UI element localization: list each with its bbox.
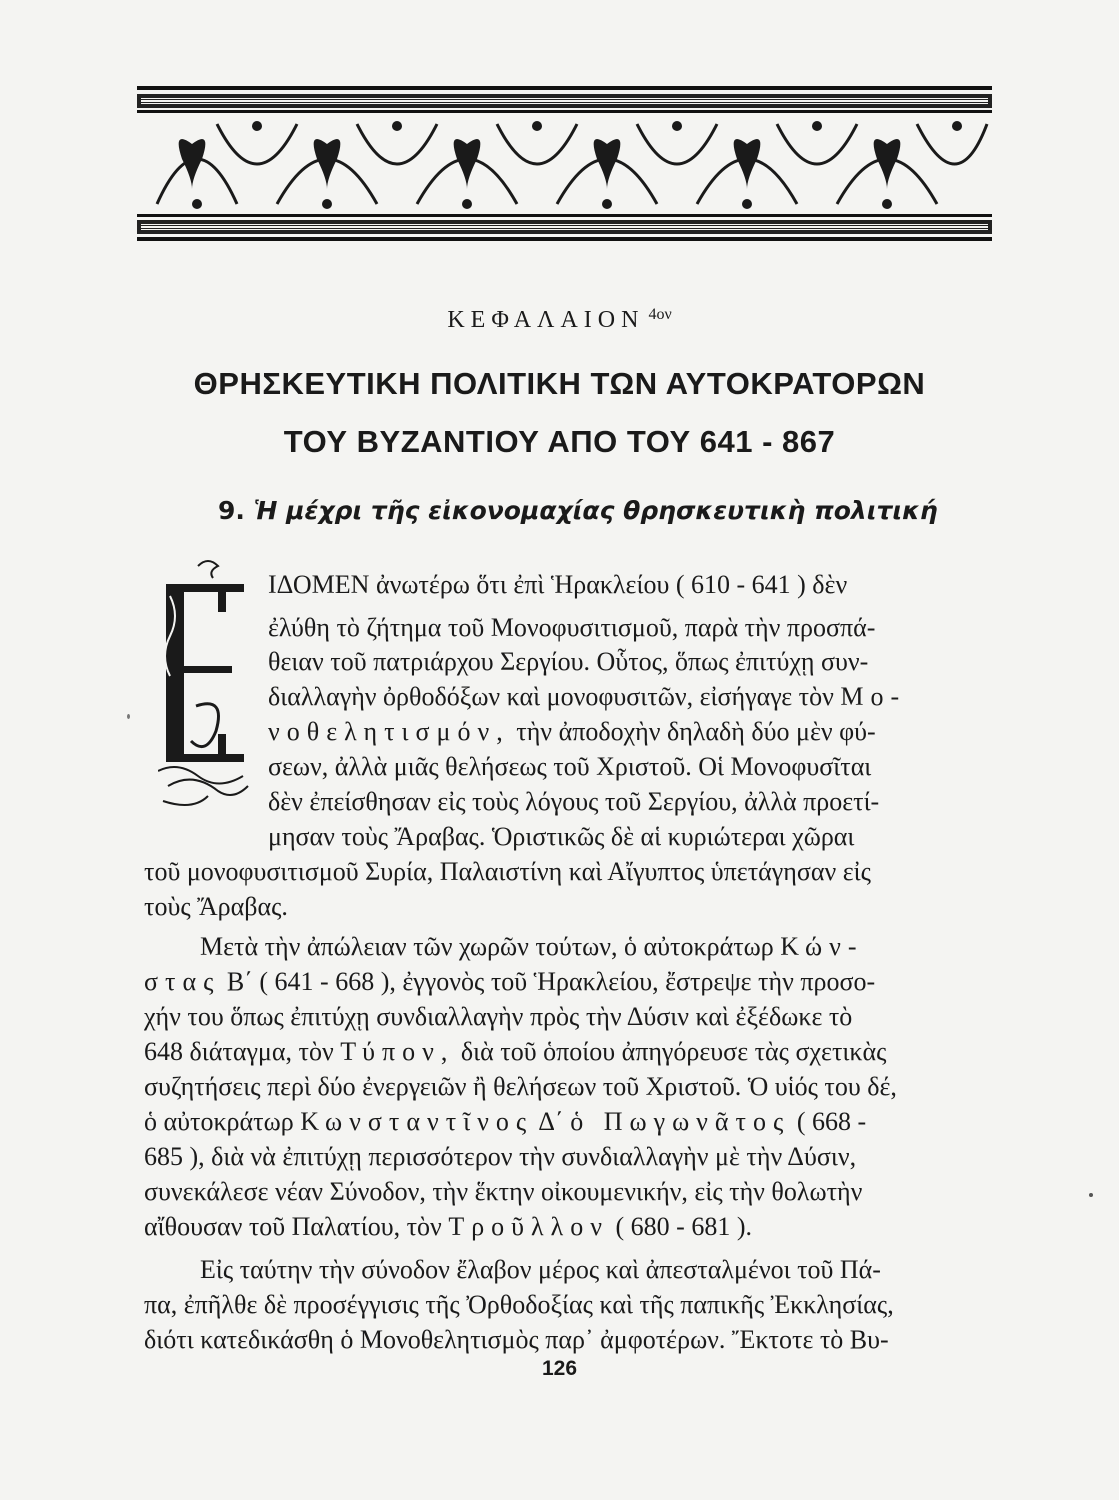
text-line xyxy=(144,967,875,997)
text-span: τὴν ἀποδοχὴν δηλαδὴ δύο μὲν φύ- xyxy=(516,717,876,746)
text-span: αἴθουσαν τοῦ Παλατίου, τὸν xyxy=(144,1212,442,1241)
text-line: συνεκάλεσε νέαν Σύνοδον, τὴν ἕκτην οἰκουμενικήν, εἰς τὴν θολωτὴν xyxy=(144,1177,863,1206)
text-line: μησαν τοὺς Ἄραβας. Ὁριστικῶς δὲ αἱ κυριώτεραι χῶραι xyxy=(268,822,855,851)
text-span: ( 668 - xyxy=(796,1107,867,1136)
text-line xyxy=(144,1037,886,1067)
print-speck xyxy=(1089,1193,1093,1197)
text-line: ἐλύθη τὸ ζήτημα τοῦ Μονοφυσιτισμοῦ, παρὰ τὴν προσπά- xyxy=(268,613,876,642)
emphasized-word: ὁ Πωγωνᾶτος xyxy=(570,1107,791,1136)
text-span: 648 διάταγμα, τὸν xyxy=(144,1037,334,1066)
emphasized-word: Κωνσταντῖνος xyxy=(300,1107,534,1136)
print-speck xyxy=(127,714,130,719)
text-line: χήν του ὅπως ἐπιτύχῃ συνδιαλλαγὴν πρὸς τὴν Δύσιν καὶ ἐξέδωκε τὸ xyxy=(144,1002,853,1031)
text-span: Β΄ ( 641 - 668 ), ἐγγονὸς τοῦ Ἡρακλείου, ἔστρεψε τὴν προσο- xyxy=(226,967,876,996)
chapter-title-line-1: ΘΡΗΣΚΕΥΤΙΚΗ ΠΟΛΙΤΙΚΗ ΤΩΝ ΑΥΤΟΚΡΑΤΟΡΩΝ xyxy=(193,366,926,401)
section-number: 9. xyxy=(218,496,245,525)
text-line: τοὺς Ἄραβας. xyxy=(144,892,288,921)
text-line: συζητήσεις περὶ δύο ἐνεργειῶν ἢ θελήσεων τοῦ Χριστοῦ. Ὁ υἱός του δέ, xyxy=(144,1072,897,1101)
text-span: Μετὰ τὴν ἀπώλειαν τῶν χωρῶν τούτων, ὁ αὐτοκράτωρ xyxy=(200,932,774,961)
text-line: διότι κατεδικάσθη ὁ Μονοθελητισμὸς παρ᾽ ἀμφοτέρων. Ἔκτοτε τὸ Βυ- xyxy=(144,1325,889,1354)
text-line xyxy=(268,682,906,712)
emphasized-word: Τροῦλλον xyxy=(448,1212,610,1241)
text-line: πα, ἐπῆλθε δὲ προσέγγισις τῆς Ὀρθοδοξίας καὶ τῆς παπικῆς Ἐκκλησίας, xyxy=(144,1290,894,1319)
emphasized-word: στας xyxy=(144,967,221,996)
chapter-word: ΚΕΦΑΛΑΙΟΝ xyxy=(447,307,645,333)
text-line: θειαν τοῦ πατριάρχου Σεργίου. Οὗτος, ὅπως ἐπιτύχῃ συν- xyxy=(268,647,869,676)
text-line: σεων, ἀλλὰ μιᾶς θελήσεως τοῦ Χριστοῦ. Οἱ Μονοφυσῖται xyxy=(268,752,872,781)
text-line: τοῦ μονοφυσιτισμοῦ Συρία, Παλαιστίνη καὶ Αἴγυπτος ὑπετάγησαν εἰς xyxy=(144,857,871,886)
ornamental-drop-cap xyxy=(158,556,250,826)
text-line xyxy=(144,1212,752,1242)
text-line xyxy=(268,717,876,747)
section-heading-text: Ἡ μέχρι τῆς εἰκονομαχίας θρησκευτικὴ πολιτική xyxy=(253,496,938,525)
chapter-label xyxy=(0,306,1119,334)
chapter-number: 4ον xyxy=(648,306,672,323)
chapter-title-line-2: ΤΟΥ ΒΥΖΑΝΤΙΟΥ ΑΠΟ ΤΟΥ 641 - 867 xyxy=(283,424,836,459)
emphasized-word: Κών- xyxy=(780,932,864,961)
text-line: δὲν ἐπείσθησαν εἰς τοὺς λόγους τοῦ Σεργίου, ἀλλὰ προετί- xyxy=(268,787,880,816)
emphasized-word: Μο- xyxy=(840,682,907,711)
text-line: 685 ), διὰ νὰ ἐπιτύχῃ περισσότερον τὴν συνδιαλλαγὴν μὲ τὴν Δύσιν, xyxy=(144,1142,857,1171)
emphasized-word: Τύπον, xyxy=(340,1037,455,1066)
section-heading xyxy=(218,496,938,525)
text-line: Εἰς ταύτην τὴν σύνοδον ἔλαβον μέρος καὶ ἀπεσταλμένοι τοῦ Πά- xyxy=(200,1255,881,1284)
text-line xyxy=(200,932,864,962)
emphasized-word: νοθελητισμόν, xyxy=(268,717,510,746)
text-span: Δ΄ xyxy=(538,1107,564,1136)
text-span: διαλλαγὴν ὀρθοδόξων καὶ μονοφυσιτῶν, εἰσήγαγε τὸν xyxy=(268,682,834,711)
text-span: ὁ αὐτοκράτωρ xyxy=(144,1107,294,1136)
text-span: ( 680 - 681 ). xyxy=(615,1212,752,1241)
text-line xyxy=(144,1107,866,1137)
page-number: 126 xyxy=(541,1357,578,1380)
text-line: ΙΔΟΜΕΝ ἀνωτέρω ὅτι ἐπὶ Ἡρακλείου ( 610 - 641 ) δὲν xyxy=(268,570,848,599)
ornamental-header-band xyxy=(137,84,992,244)
text-span: διὰ τοῦ ὁποίου ἀπηγόρευσε τὰς σχετικὰς xyxy=(460,1037,887,1066)
